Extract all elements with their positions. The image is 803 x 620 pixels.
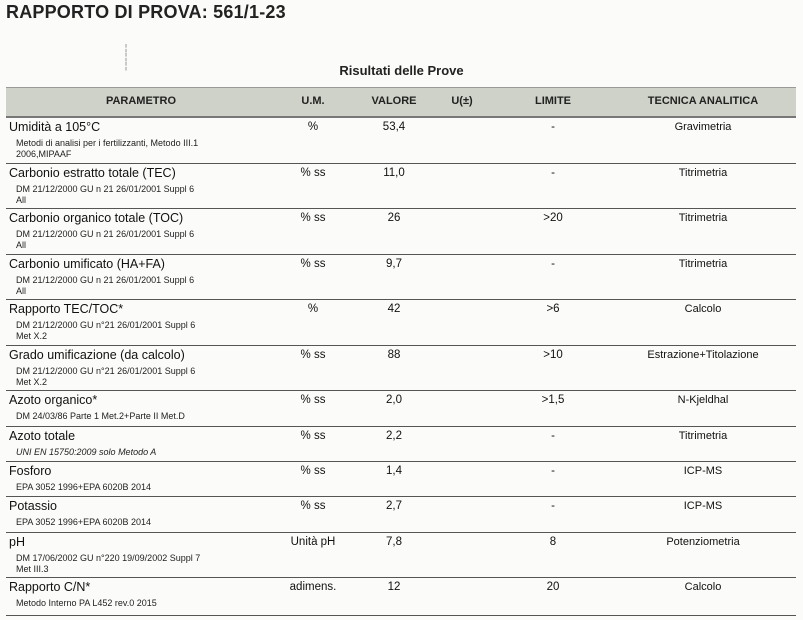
table-row xyxy=(6,496,796,533)
limit-cell: 20 xyxy=(546,581,560,593)
parameter-name: pH xyxy=(9,535,25,549)
value-cell: 12 xyxy=(387,581,401,593)
value-cell: 7,8 xyxy=(386,536,402,548)
section-title: Risultati delle Prove xyxy=(339,63,464,78)
method-reference: DM 21/12/2000 GU n 21 26/01/2001 Suppl 6 All xyxy=(16,229,195,250)
technique-cell: Calcolo xyxy=(684,581,722,593)
technique-cell: Gravimetria xyxy=(674,121,732,133)
method-reference: Metodo Interno PA L452 rev.0 2015 xyxy=(16,598,157,608)
table-row xyxy=(6,461,796,497)
limit-cell: - xyxy=(551,465,555,477)
method-reference: Metodi di analisi per i fertilizzanti, Metodo III.1 2006,MIPAAF xyxy=(16,138,199,159)
value-cell: 11,0 xyxy=(383,167,405,179)
value-cell: 88 xyxy=(387,349,401,361)
unit-cell: % xyxy=(307,303,319,315)
scan-mark-decoration: ¦ ¦ ¦ xyxy=(123,43,130,72)
limit-cell: - xyxy=(551,167,555,179)
value-cell: 2,7 xyxy=(386,500,402,512)
header-parametro: PARAMETRO xyxy=(105,95,177,107)
method-reference: DM 17/06/2002 GU n°220 19/09/2002 Suppl 7 Met III.3 xyxy=(16,553,201,574)
method-reference: DM 21/12/2000 GU n 21 26/01/2001 Suppl 6 All xyxy=(16,275,195,296)
limit-cell: >1,5 xyxy=(541,394,565,406)
table-row xyxy=(6,426,796,462)
table-row xyxy=(6,163,796,209)
technique-cell: ICP-MS xyxy=(683,500,723,512)
limit-cell: - xyxy=(551,258,555,270)
unit-cell: % ss xyxy=(300,167,326,179)
header-limite: LIMITE xyxy=(534,95,572,107)
value-cell: 2,0 xyxy=(386,394,402,406)
limit-cell: >20 xyxy=(543,212,563,224)
unit-cell: % xyxy=(307,121,319,133)
parameter-name: Potassio xyxy=(9,499,57,513)
table-row xyxy=(6,254,796,300)
method-reference: DM 24/03/86 Parte 1 Met.2+Parte II Met.D xyxy=(16,411,185,421)
technique-cell: N-Kjeldhal xyxy=(677,394,729,406)
parameter-name: Carbonio umificato (HA+FA) xyxy=(9,257,165,271)
parameter-name: Grado umificazione (da calcolo) xyxy=(9,348,185,362)
table-row xyxy=(6,117,796,164)
technique-cell: Calcolo xyxy=(684,303,722,315)
value-cell: 53,4 xyxy=(382,121,406,133)
limit-cell: - xyxy=(551,430,555,442)
technique-cell: ICP-MS xyxy=(683,465,723,477)
unit-cell: % ss xyxy=(300,430,326,442)
parameter-name: Rapporto TEC/TOC* xyxy=(9,302,124,316)
method-reference: UNI EN 15750:2009 solo Metodo A xyxy=(16,447,157,457)
method-reference: DM 21/12/2000 GU n°21 26/01/2001 Suppl 6 Met X.2 xyxy=(16,320,196,341)
unit-cell: % ss xyxy=(300,500,326,512)
unit-cell: adimens. xyxy=(289,581,337,593)
unit-cell: % ss xyxy=(300,258,326,270)
table-header xyxy=(6,87,796,118)
header-valore: VALORE xyxy=(371,95,417,107)
parameter-name: Rapporto C/N* xyxy=(9,580,91,594)
unit-cell: % ss xyxy=(300,394,326,406)
parameter-name: Carbonio organico totale (TOC) xyxy=(9,211,184,225)
value-cell: 26 xyxy=(387,212,401,224)
technique-cell: Titrimetria xyxy=(678,258,728,270)
header-tecnica: TECNICA ANALITICA xyxy=(647,95,759,107)
technique-cell: Titrimetria xyxy=(678,212,728,224)
method-reference: DM 21/12/2000 GU n 21 26/01/2001 Suppl 6 All xyxy=(16,184,195,205)
table-row xyxy=(6,208,796,255)
parameter-name: Azoto totale xyxy=(9,429,76,443)
parameter-name: Fosforo xyxy=(9,464,52,478)
method-reference: DM 21/12/2000 GU n°21 26/01/2001 Suppl 6 Met X.2 xyxy=(16,366,196,387)
limit-cell: 8 xyxy=(549,536,557,548)
limit-cell: >6 xyxy=(546,303,560,315)
technique-cell: Titrimetria xyxy=(678,167,728,179)
value-cell: 2,2 xyxy=(386,430,402,442)
value-cell: 1,4 xyxy=(386,465,402,477)
table-row xyxy=(6,390,796,427)
table-row xyxy=(6,299,796,346)
parameter-name: Carbonio estratto totale (TEC) xyxy=(9,166,176,180)
value-cell: 9,7 xyxy=(386,258,402,270)
technique-cell: Potenziometria xyxy=(666,536,740,548)
limit-cell: >10 xyxy=(543,349,563,361)
unit-cell: Unità pH xyxy=(290,536,336,548)
parameter-name: Azoto organico* xyxy=(9,393,98,407)
unit-cell: % ss xyxy=(300,212,326,224)
unit-cell: % ss xyxy=(300,465,326,477)
header-um: U.M. xyxy=(301,95,325,107)
table-row xyxy=(6,532,796,578)
limit-cell: - xyxy=(551,121,555,133)
table-row xyxy=(6,577,796,616)
technique-cell: Titrimetria xyxy=(678,430,728,442)
value-cell: 42 xyxy=(387,303,401,315)
report-title: RAPPORTO DI PROVA: 561/1-23 xyxy=(6,2,286,22)
method-reference: EPA 3052 1996+EPA 6020B 2014 xyxy=(16,482,152,492)
method-reference: EPA 3052 1996+EPA 6020B 2014 xyxy=(16,517,152,527)
parameter-name: Umidità a 105°C xyxy=(9,120,101,134)
unit-cell: % ss xyxy=(300,349,326,361)
technique-cell: Estrazione+Titolazione xyxy=(647,349,759,361)
header-incertezza: U(±) xyxy=(451,95,473,107)
table-row xyxy=(6,345,796,391)
limit-cell: - xyxy=(551,500,555,512)
